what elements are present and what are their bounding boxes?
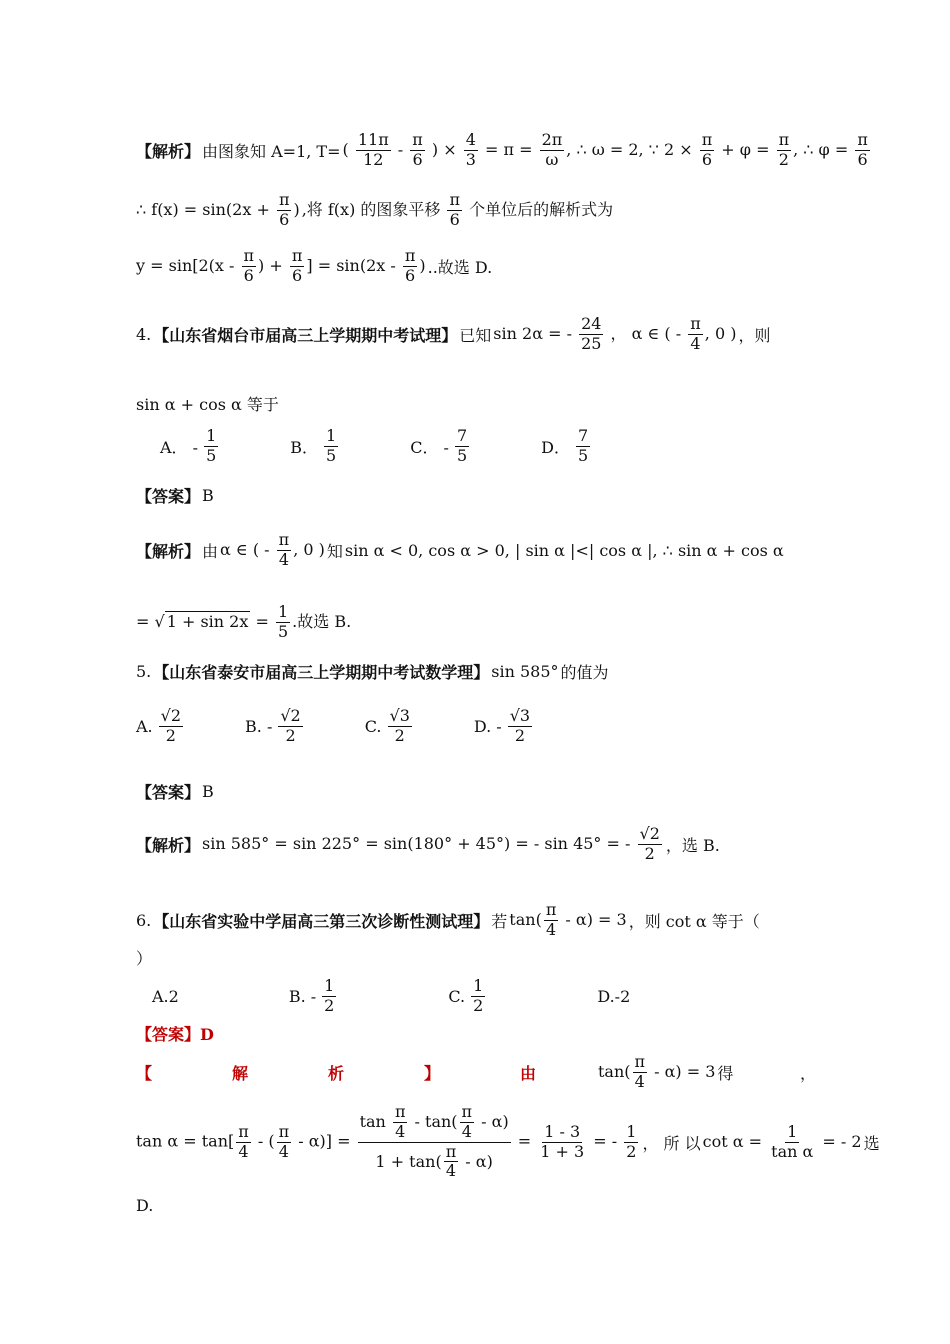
q4-options <box>160 428 592 465</box>
q4-option-b: B． $\frac{1}{5}$ <box>290 426 337 465</box>
q4-jiexi-line2: = √ 1 + sin 2x = $\frac{1}{5}$ .故选 B. <box>136 602 352 641</box>
q5-jiexi-post: ，选 B. <box>665 835 720 855</box>
q5-stem <box>136 660 609 683</box>
q5-answer <box>136 780 214 803</box>
prev-line3-text: ..故选 D. <box>427 257 493 277</box>
q5-number: 5. <box>136 662 152 681</box>
q4-option-d: D． $\frac{7}{5}$ <box>541 426 589 465</box>
jiexi-label: 【解析】 <box>136 141 201 161</box>
q5-option-b: B. - $\frac{√2}{2}$ <box>245 706 301 745</box>
q5-stem-post: 的值为 <box>560 663 609 682</box>
prev-jiexi-line1 <box>136 132 872 169</box>
q4-stem-math: sin 2α = - $\frac{24}{25}$ ， α ∈ ( - $\frac{\pi}{4}$ , 0 ) <box>493 314 737 353</box>
q6-stem-math: tan( $\frac{\pi}{4}$ - α) = 3 <box>509 900 627 939</box>
q6-stem-line2: ） <box>136 949 153 968</box>
q6-source: 【山东省实验中学届高三第三次诊断性测试理】 <box>153 911 490 931</box>
q6-option-b: B. - $\frac{1}{2}$ <box>288 976 335 1015</box>
q4-answer-label: 【答案】 <box>136 487 201 506</box>
q6-jiexi-line2-post: 选 <box>863 1133 880 1153</box>
q4-stem-line2: sin α + cos α 等于 <box>136 395 279 414</box>
q6-number: 6. <box>136 910 152 930</box>
q4-answer-value: B <box>202 486 214 505</box>
q5-jiexi-math: sin 585° = sin 225° = sin(180° + 45°) = - sin 45° = - $\frac{√2}{2}$ <box>202 824 660 863</box>
q4-jiexi-line1 <box>136 532 784 569</box>
q6-jiexi-label: 【 解 析 】 由 <box>136 1063 536 1083</box>
prev-line2-text: ,将 f(x) 的图象平移 $\frac{\pi}{6}$ 个单位后的解析式为 <box>301 190 614 229</box>
q6-option-d: D.-2 <box>597 986 631 1006</box>
q5-options <box>136 708 534 745</box>
q6-jiexi-line1-post: 得 <box>717 1063 734 1083</box>
q6-option-c: C. $\frac{1}{2}$ <box>448 976 484 1015</box>
q6-answer: 【答案】D <box>136 1025 214 1044</box>
q4-jiexi-label: 【解析】 <box>136 541 201 561</box>
prev-line3-math: y = sin[2(x - $\frac{\pi}{6}$ ) + $\frac{\pi}{6}$ ] = sin(2x - $\frac{\pi}{6}$ ) <box>136 246 426 285</box>
q5-option-d: D. - $\frac{√3}{2}$ <box>473 706 531 745</box>
q6-jiexi-line1-comma: ， <box>799 1063 816 1083</box>
q6-jiexi-line2-math2: cot α = $\frac{1}{\text{tan α}}$ = - 2 <box>702 1121 862 1161</box>
q4-option-a: A． - $\frac{1}{5}$ <box>160 426 217 465</box>
q4-answer <box>136 484 214 507</box>
q6-stem-post: ，则 cot α 等于（ <box>628 911 760 931</box>
q6-jiexi-line2-math: tan α = tan[ $\frac{\pi}{4}$ - ( $\frac{\pi}{4}$ - α)] = tan $\frac{\pi}{4}$ - tan( $\frac{\pi}{4}$ - α) 1 + tan( $\frac{\pi}{4}$ - α) = $\frac{1 - 3}{1 + 3}$ = - $\frac{1}{2}$ <box>136 1102 637 1181</box>
q5-jiexi-label: 【解析】 <box>136 835 201 855</box>
q4-option-c: C． - $\frac{7}{5}$ <box>410 426 468 465</box>
q4-stem <box>136 316 816 353</box>
q6-jiexi-line1-math: tan( $\frac{\pi}{4}$ - α) = 3 <box>598 1052 716 1091</box>
q6-jiexi-line3: D. <box>136 1196 154 1215</box>
q5-answer-value: B <box>202 782 214 801</box>
q6-options <box>152 978 630 1015</box>
q5-answer-label: 【答案】 <box>136 783 201 802</box>
q6-jiexi-line1 <box>136 1054 816 1091</box>
q4-jiexi-mid: 知 <box>326 541 343 561</box>
q6-option-a: A.2 <box>152 986 179 1006</box>
q4-jiexi-pre: 由 <box>202 541 219 561</box>
q4-jiexi-math: α ∈ ( - $\frac{\pi}{4}$ , 0 ) <box>220 530 325 569</box>
prev-line1-text: 由图象知 A=1, T= <box>202 141 341 161</box>
q6-stem-pre: 若 <box>491 911 508 931</box>
q4-jiexi-rest: sin α < 0, cos α > 0, | sin α |<| cos α |, ∴ sin α + cos α <box>344 540 784 560</box>
q5-stem-math: sin 585° <box>491 662 559 681</box>
q6-jiexi-line2-mid: ， 所 以 <box>642 1133 701 1153</box>
prev-jiexi-line2 <box>136 192 613 229</box>
prev-line1-math: ( $\frac{11\pi}{12}$ - $\frac{\pi}{6}$ ) × $\frac{4}{3}$ = π = $\frac{2\pi}{\omega}$ , ∴ ω = 2, ∵ 2 × $\frac{\pi}{6}$ + φ = $\frac{\pi}{2}$ , ∴ φ = $\frac{\pi}{6}$ <box>342 130 868 169</box>
prev-line2-math: ∴ f(x) = sin(2x + $\frac{\pi}{6}$ ) <box>136 190 300 229</box>
q4-stem-pre: 已知 <box>459 325 492 345</box>
q6-stem <box>136 902 816 939</box>
q4-number: 4. <box>136 324 152 344</box>
q5-source: 【山东省泰安市届高三上学期期中考试数学理】 <box>153 663 490 682</box>
q5-option-c: C. $\frac{√3}{2}$ <box>364 706 410 745</box>
q6-jiexi-line2 <box>136 1104 880 1180</box>
prev-jiexi-line3 <box>136 248 492 285</box>
q5-option-a: A. $\frac{√2}{2}$ <box>136 706 182 745</box>
q4-source: 【山东省烟台市届高三上学期期中考试理】 <box>153 325 458 345</box>
q5-jiexi <box>136 826 720 863</box>
q4-stem-post: ，则 <box>738 325 771 345</box>
